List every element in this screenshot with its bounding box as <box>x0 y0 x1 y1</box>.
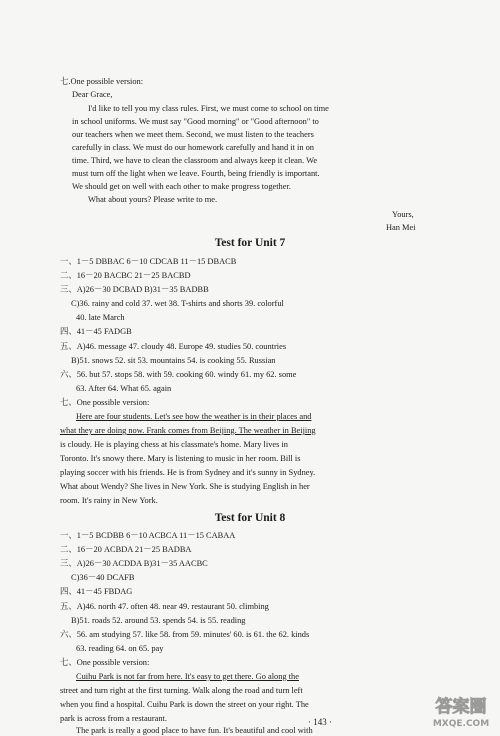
page-number: · 143 · <box>308 717 332 727</box>
unit8-essay-line: when you find a hospital. Cuihu Park is down the street on your right. The <box>60 700 309 709</box>
unit7-essay-line: Here are four students. Let's see how the weather is in their places and <box>76 412 312 421</box>
letter-signature: Han Mei <box>386 223 416 232</box>
letter-line: must turn off the light when we leave. Fourth, being friendly is important. <box>72 169 320 178</box>
unit7-answer-line: 一、1－5 DBBAC 6－10 CDCAB 11－15 DBACB <box>60 257 237 266</box>
unit7-answer-line: 40. late March <box>76 313 125 322</box>
unit8-answer-line: 五、A)46. north 47. often 48. near 49. restaurant 50. climbing <box>60 602 269 611</box>
unit7-essay-line: playing soccer with his friends. He is from Sydney and it's sunny in Sydney. <box>60 468 316 477</box>
unit8-title: Test for Unit 8 <box>214 512 286 524</box>
unit8-answer-line: 六、56. am studying 57. like 58. from 59. minutes' 60. is 61. the 62. kinds <box>60 630 310 639</box>
letter-section-heading: 七.One possible version: <box>60 77 144 86</box>
unit8-answer-line: 四、41－45 FBDAG <box>60 587 133 596</box>
letter-closing: Yours, <box>392 210 414 219</box>
unit8-essay-heading: 七、One possible version: <box>60 658 150 667</box>
watermark-logo <box>428 690 494 732</box>
letter-salutation: Dear Grace, <box>72 90 113 99</box>
unit8-essay-line: street and turn right at the first turning. Walk along the road and turn left <box>60 686 303 695</box>
unit7-answer-line: 三、A)26－30 DCBAD B)31－35 BADBB <box>60 285 209 294</box>
unit7-essay-heading: 七、One possible version: <box>60 398 150 407</box>
unit7-answer-line: 二、16－20 BACBC 21－25 BACBD <box>60 271 191 280</box>
unit8-answer-line: 63. reading 64. on 65. pay <box>76 644 164 653</box>
watermark-text-top: 答案圈 <box>435 697 487 717</box>
unit7-answer-line: B)51. snows 52. sit 53. mountains 54. is cooking 55. Russian <box>71 356 276 365</box>
letter-line: our teachers when we meet them. Second, we must listen to the teachers <box>72 130 314 139</box>
letter-line: time. Third, we have to clean the classroom and always keep it clean. We <box>72 156 318 165</box>
unit8-answer-line: 三、A)26－30 ACDDA B)31－35 AACBC <box>60 559 208 568</box>
letter-line: carefully in class. We must do our homework carefully and hand it in on <box>72 143 314 152</box>
watermark-text-bottom: MXQE.COM <box>432 719 490 729</box>
unit7-essay-line: What about Wendy? She lives in New York. She is studying English in her <box>60 482 310 491</box>
unit8-essay-line: The park is really a good place to have fun. It's beautiful and cool with <box>76 726 313 735</box>
unit7-answer-line: 五、A)46. message 47. cloudy 48. Europe 49. studies 50. countries <box>60 342 287 351</box>
unit8-essay-line: Cuihu Park is not far from here. It's easy to get there. Go along the <box>76 672 299 681</box>
unit7-essay-line: what they are doing now. Frank comes from Beijing. The weather in Beijing <box>60 426 316 435</box>
letter-line: I'd like to tell you my class rules. First, we must come to school on time <box>88 104 329 113</box>
unit7-answer-line: C)36. rainy and cold 37. wet 38. T-shirts and shorts 39. colorful <box>71 299 284 308</box>
unit8-essay-line: park is across from a restaurant. <box>60 714 167 723</box>
unit7-title: Test for Unit 7 <box>214 237 286 249</box>
unit8-answer-line: B)51. roads 52. around 53. spends 54. is 55. reading <box>71 616 246 625</box>
unit7-essay-line: Toronto. It's snowy there. Mary is listening to music in her room. Bill is <box>60 454 301 463</box>
letter-line: What about yours? Please write to me. <box>88 195 218 204</box>
letter-line: in school uniforms. We must say "Good morning" or "Good afternoon" to <box>72 117 319 126</box>
unit7-answer-line: 四、41－45 FADGB <box>60 327 132 336</box>
unit8-answer-line: C)36－40 DCAFB <box>71 573 135 582</box>
unit8-answer-line: 一、1－5 BCDBB 6－10 ACBCA 11－15 CABAA <box>60 531 236 540</box>
unit7-answer-line: 六、56. but 57. stops 58. with 59. cooking 60. windy 61. my 62. some <box>60 370 297 379</box>
unit7-answer-line: 63. After 64. What 65. again <box>76 384 172 393</box>
unit8-answer-line: 二、16－20 ACBDA 21－25 BADBA <box>60 545 192 554</box>
unit7-essay-line: room. It's rainy in New York. <box>60 496 158 505</box>
unit7-essay-line: is cloudy. He is playing chess at his classmate's home. Mary lives in <box>60 440 288 449</box>
letter-line: We should get on well with each other to make progress together. <box>72 182 291 191</box>
